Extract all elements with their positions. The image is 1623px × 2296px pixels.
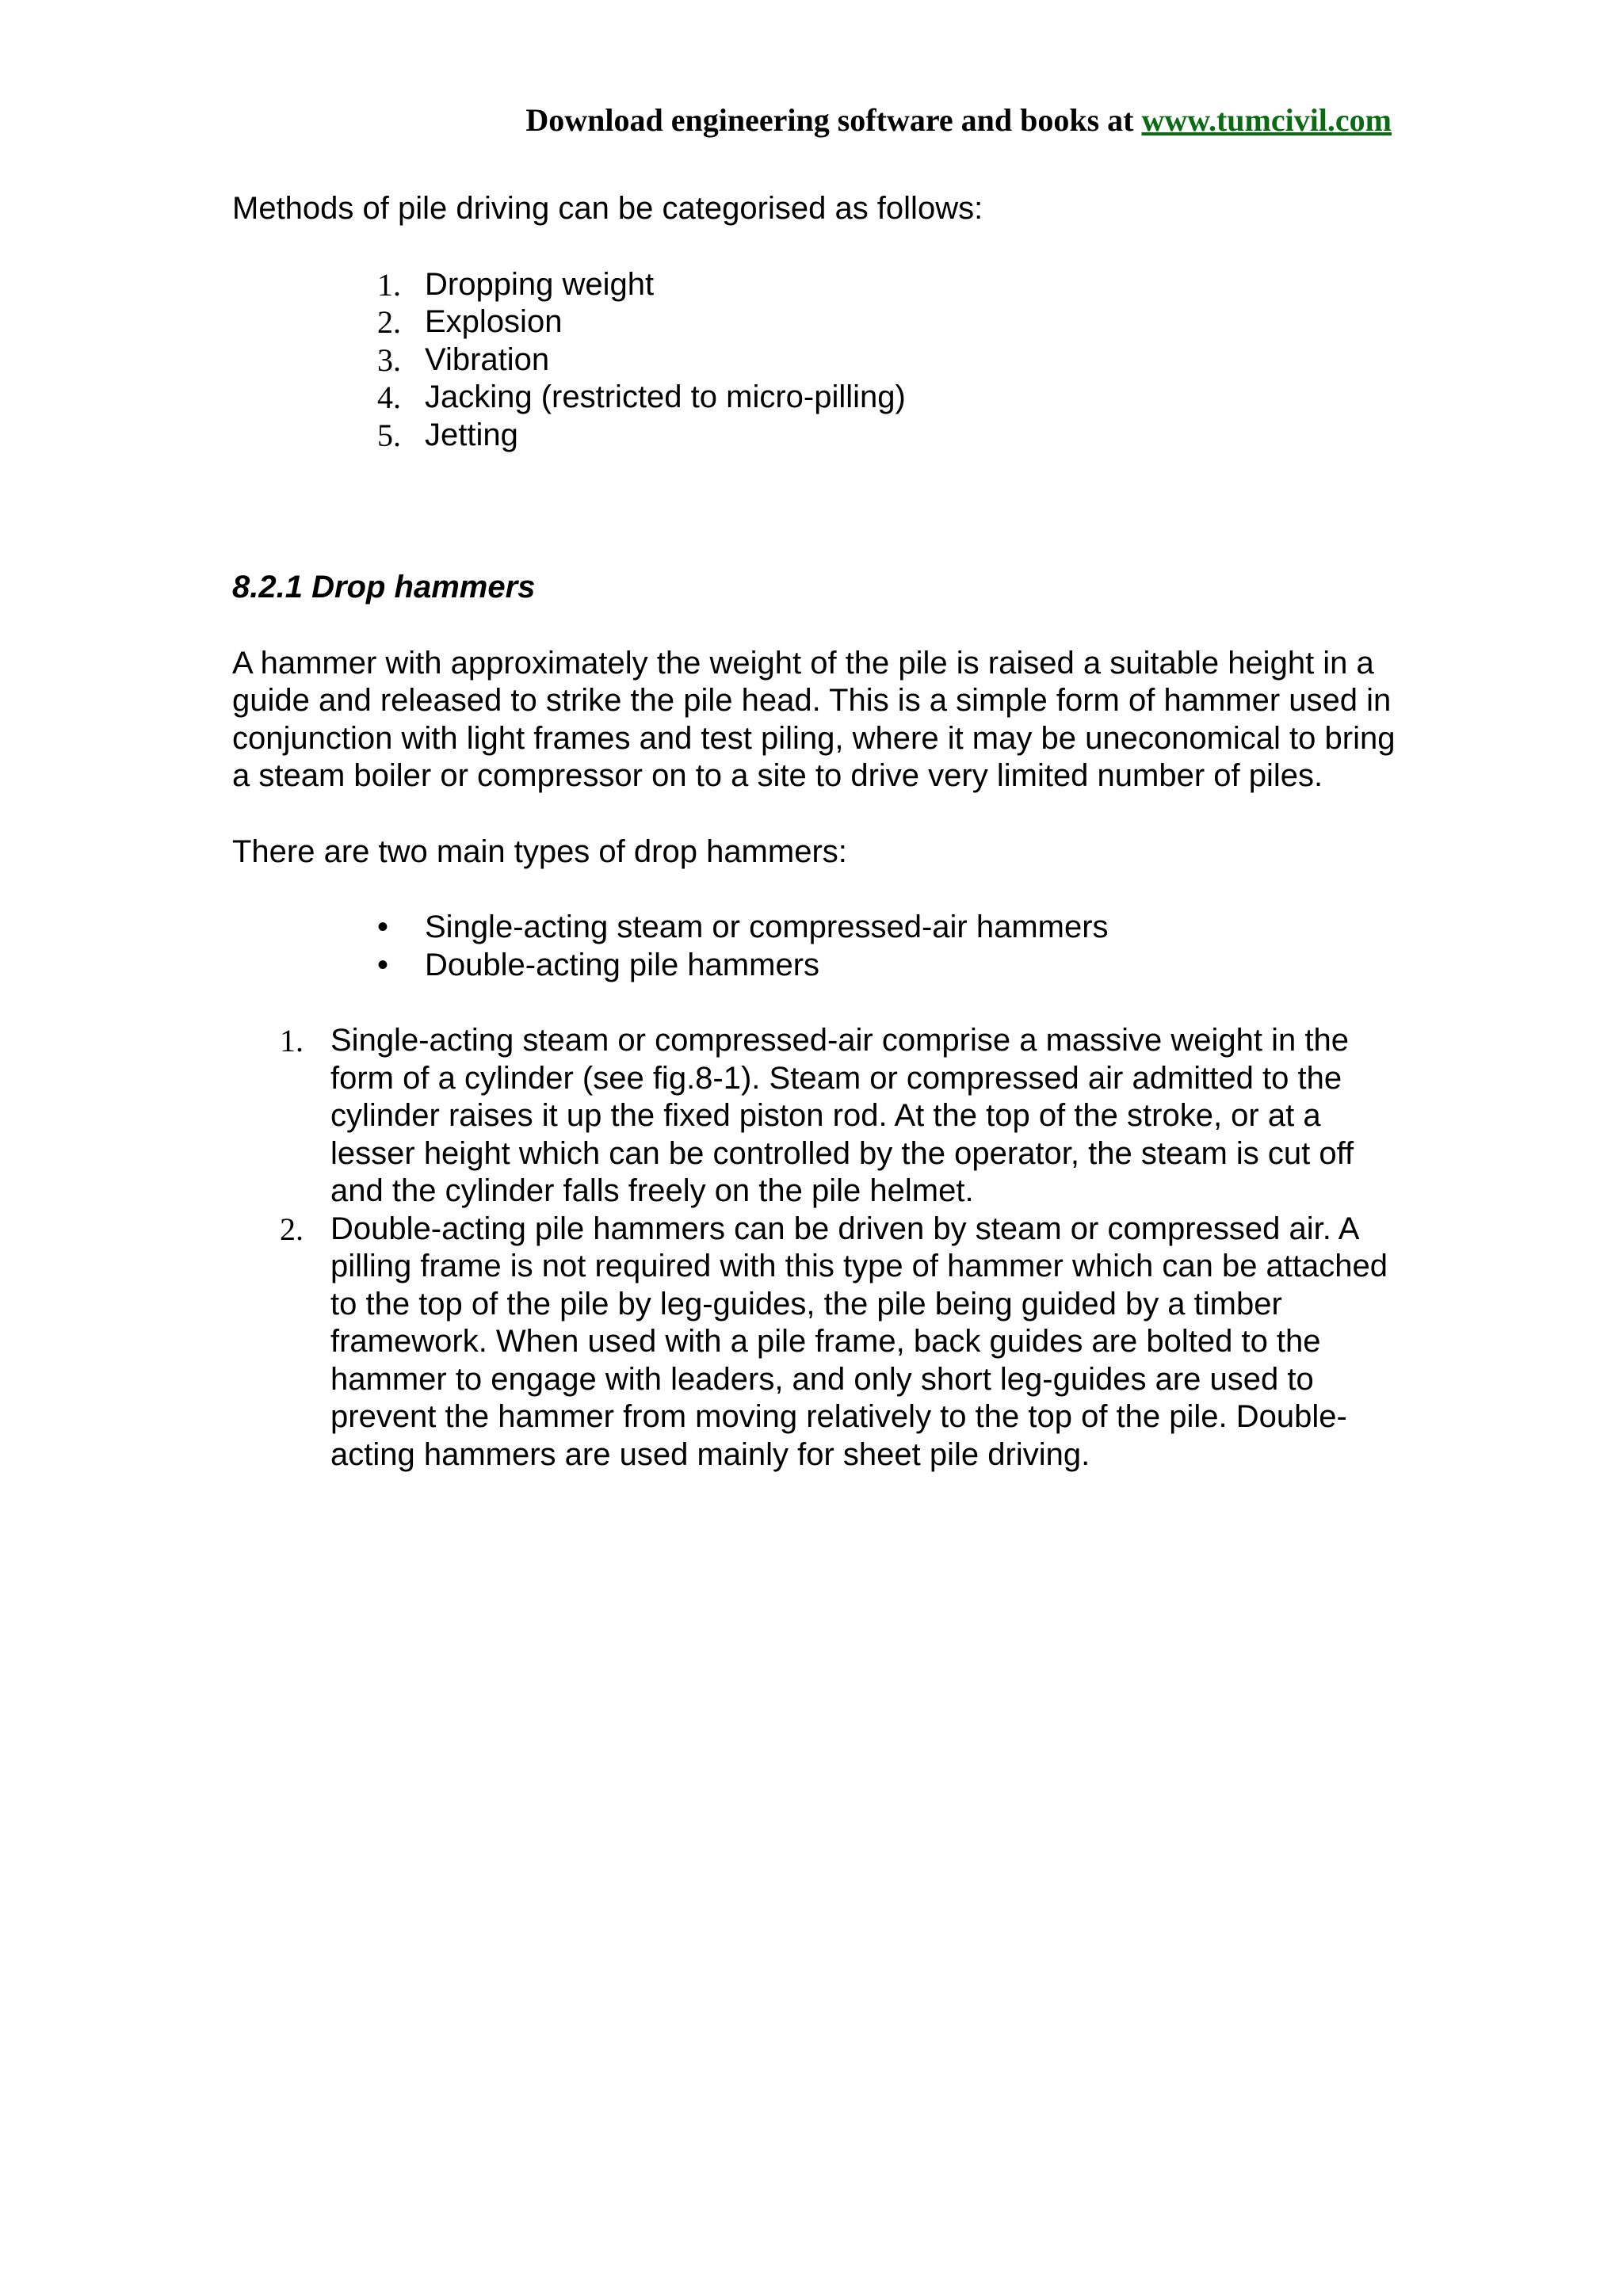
- list-item-text: Vibration: [425, 341, 550, 377]
- list-item-text: Double-acting pile hammers: [425, 947, 820, 982]
- header-text: Download engineering software and books at: [525, 102, 1142, 138]
- hammer-details-list: [232, 1022, 1397, 1474]
- list-number: 5.: [377, 417, 401, 453]
- list-item: [232, 266, 1397, 304]
- intro-paragraph: Methods of pile driving can be categorised as follows:: [232, 191, 983, 226]
- list-item-text: Jacking (restricted to micro-pilling): [425, 379, 906, 414]
- pile-driving-methods-list: [232, 266, 1397, 455]
- document-body: [232, 190, 1397, 1474]
- list-item-text: Explosion: [425, 304, 563, 339]
- list-number: 1.: [280, 1023, 304, 1058]
- list-number: 3.: [377, 341, 401, 378]
- page-header: [238, 101, 1392, 139]
- section-heading: 8.2.1 Drop hammers: [232, 570, 536, 605]
- list-item: [232, 1022, 1397, 1211]
- drop-hammer-paragraph: A hammer with approximately the weight of the pile is raised a suitable height in a guide and released to strike the pile head. This is a simple form of hammer used in conjunction with light frames and test piling, where it may be uneconomical to bring a steam boiler or compressor on to a site to drive very limited number of piles.: [232, 645, 1396, 793]
- list-number: 2.: [377, 304, 401, 340]
- list-item: [232, 947, 1397, 985]
- list-item-text: Double-acting pile hammers can be driven by steam or compressed air. A pilling frame is not required with this type of hammer which can be attached to the top of the pile by leg-guides, the pile being guided by a timber framework. When used with a pile frame, back guides are bolted to the hammer to engage with leaders, and only short leg-guides are used to prevent the hammer from moving relatively to the top of the pile. Double-acting hammers are used mainly for sheet pile driving.: [330, 1211, 1388, 1472]
- list-number: 1.: [377, 266, 401, 303]
- list-number: 4.: [377, 379, 401, 415]
- hammer-types-list: [232, 909, 1397, 984]
- types-intro-paragraph: There are two main types of drop hammers:: [232, 833, 847, 869]
- list-item: [232, 341, 1397, 379]
- bullet-icon: •: [377, 910, 389, 944]
- bullet-icon: •: [377, 947, 389, 982]
- header-link[interactable]: www.tumcivil.com: [1141, 102, 1392, 138]
- list-item-text: Single-acting steam or compressed-air comprise a massive weight in the form of a cylinder (see fig.8-1). Steam or compressed air admitted to the cylinder raises it up the fixed piston rod. At the top of the stroke, or at a lesser height which can be controlled by the operator, the steam is cut off and the cylinder falls freely on the pile helmet.: [330, 1023, 1354, 1208]
- list-item: [232, 379, 1397, 417]
- list-item-text: Single-acting steam or compressed-air hammers: [425, 910, 1109, 944]
- list-item: [232, 417, 1397, 455]
- list-item: [232, 303, 1397, 341]
- list-item-text: Jetting: [425, 417, 518, 452]
- list-number: 2.: [280, 1211, 304, 1247]
- list-item: [232, 1211, 1397, 1474]
- list-item: [232, 909, 1397, 947]
- list-item-text: Dropping weight: [425, 266, 655, 302]
